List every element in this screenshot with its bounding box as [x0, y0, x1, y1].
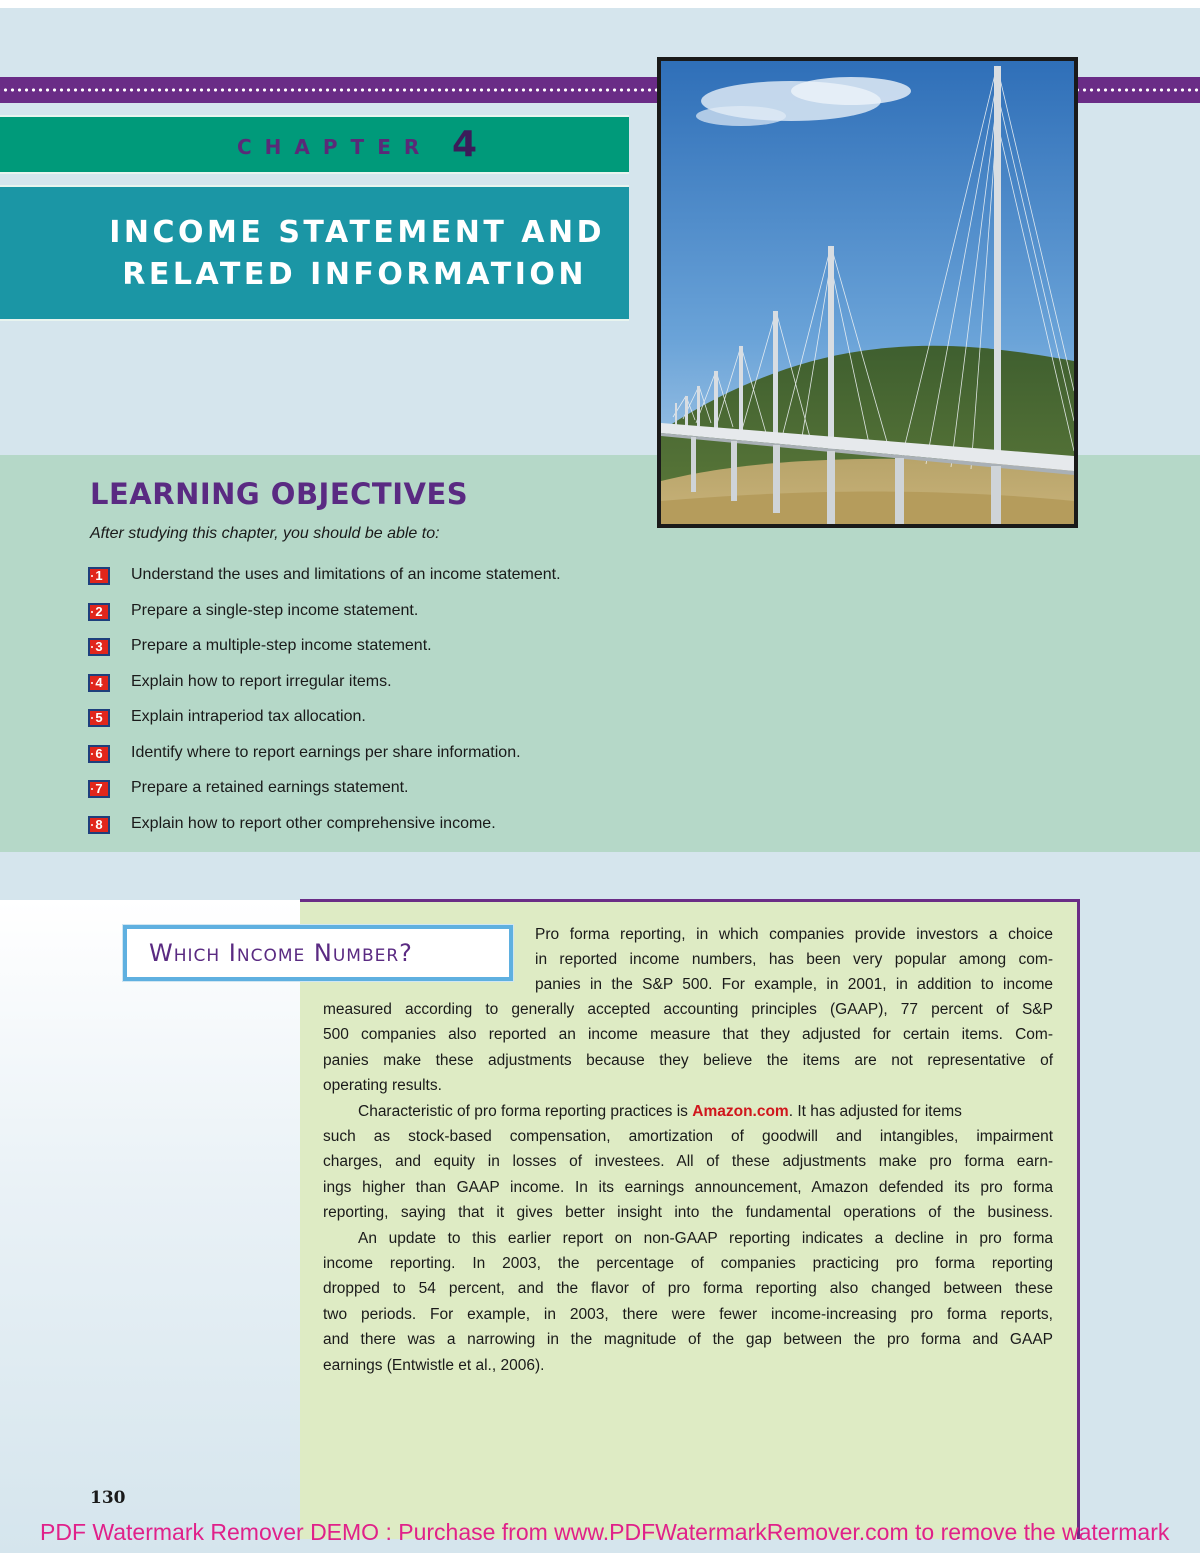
list-item	[88, 673, 561, 709]
learning-objectives-list	[88, 566, 561, 850]
list-item	[88, 708, 561, 744]
learning-objectives-intro: After studying this chapter, you should be able to:	[90, 525, 440, 542]
list-item	[88, 815, 561, 851]
list-item	[88, 566, 561, 602]
objective-number-badge: 8	[88, 816, 110, 834]
feature-text-line: income reporting. In 2003, the percentage of companies practicing pro forma reporting	[323, 1255, 1053, 1272]
feature-text-line: dropped to 54 percent, and the flavor of pro forma reporting also changed between these	[323, 1280, 1053, 1297]
chapter-band	[0, 115, 629, 174]
objective-number-badge: 1	[88, 567, 110, 585]
cable-stayed-bridge-illustration	[661, 61, 1074, 524]
objective-text: Identify where to report earnings per share information.	[131, 743, 521, 761]
list-item	[88, 744, 561, 780]
feature-text-line: charges, and equity in losses of investees. All of these adjustments make pro forma earn-	[323, 1153, 1053, 1170]
chapter-title-line-1: INCOME STATEMENT AND	[109, 215, 605, 250]
feature-text-line: in reported income numbers, has been very popular among com-	[535, 951, 1053, 968]
feature-text-line: panies in the S&P 500. For example, in 2001, in addition to income	[535, 976, 1053, 993]
feature-text-line: two periods. For example, in 2003, there were fewer income-increasing pro forma reports,	[323, 1306, 1053, 1323]
feature-text-line: An update to this earlier report on non-GAAP reporting indicates a decline in pro forma	[358, 1230, 1053, 1247]
feature-title-box	[123, 925, 513, 981]
bridge-photo	[657, 57, 1078, 528]
feature-text-line: earnings (Entwistle et al., 2006).	[323, 1357, 545, 1374]
feature-text-line: reporting, saying that it gives better insight into the fundamental operations of the business.	[323, 1204, 1053, 1221]
chapter-title-line-2: RELATED INFORMATION	[122, 257, 587, 292]
feature-text-line-with-link	[358, 1101, 1053, 1123]
chapter-label: CHAPTER	[237, 135, 433, 159]
objective-text: Prepare a retained earnings statement.	[131, 779, 409, 796]
feature-text-line: panies make these adjustments because they believe the items are not representative of	[323, 1052, 1053, 1069]
objective-text: Explain intraperiod tax allocation.	[131, 708, 366, 725]
list-item	[88, 779, 561, 815]
lower-left-gradient	[0, 900, 300, 1553]
dotted-rule-right	[1072, 77, 1200, 103]
feature-text-line: measured according to generally accepted accounting principles (GAAP), 77 percent of S&P	[323, 1001, 1053, 1018]
feature-text-fragment: Characteristic of pro forma reporting practices is	[358, 1103, 688, 1120]
page-number: 130	[90, 1488, 126, 1508]
list-item	[88, 637, 561, 673]
top-margin	[0, 0, 1200, 8]
learning-objectives-heading: LEARNING OBJECTIVES	[90, 477, 469, 511]
dotted-rule-left	[0, 77, 662, 103]
objective-text: Explain how to report irregular items.	[131, 672, 392, 690]
feature-text-fragment: . It has adjusted for items	[788, 1103, 962, 1120]
feature-title: Which Income Number?	[149, 939, 413, 967]
objective-text: Prepare a single-step income statement.	[131, 601, 419, 619]
objective-number-badge: 7	[88, 780, 110, 798]
feature-text-line: and there was a narrowing in the magnitude of the gap between the pro forma and GAAP	[323, 1331, 1053, 1348]
feature-text-line: such as stock-based compensation, amortization of goodwill and intangibles, impairment	[323, 1128, 1053, 1145]
watermark-text: PDF Watermark Remover DEMO : Purchase from www.PDFWatermarkRemover.com to remove the watermark	[40, 1519, 1170, 1545]
chapter-title-band	[0, 185, 629, 321]
objective-number-badge: 6	[88, 745, 110, 763]
chapter-number: 4	[452, 124, 478, 165]
objective-number-badge: 5	[88, 709, 110, 727]
amazon-company-name: Amazon.com	[692, 1103, 789, 1120]
feature-text-line: Pro forma reporting, in which companies provide investors a choice	[535, 926, 1053, 943]
objective-text: Prepare a multiple-step income statement.	[131, 637, 432, 654]
list-item	[88, 602, 561, 638]
objective-number-badge: 4	[88, 674, 110, 692]
objective-number-badge: 2	[88, 603, 110, 621]
objective-text: Explain how to report other comprehensive income.	[131, 814, 496, 832]
feature-text-line: ings higher than GAAP income. In its earnings announcement, Amazon defended its pro forma	[323, 1179, 1053, 1196]
objective-number-badge: 3	[88, 638, 110, 656]
objective-text: Understand the uses and limitations of an income statement.	[131, 566, 561, 583]
feature-text-line: 500 companies also reported an income measure that they adjusted for certain items. Com-	[323, 1026, 1053, 1043]
feature-text-line: operating results.	[323, 1077, 442, 1094]
